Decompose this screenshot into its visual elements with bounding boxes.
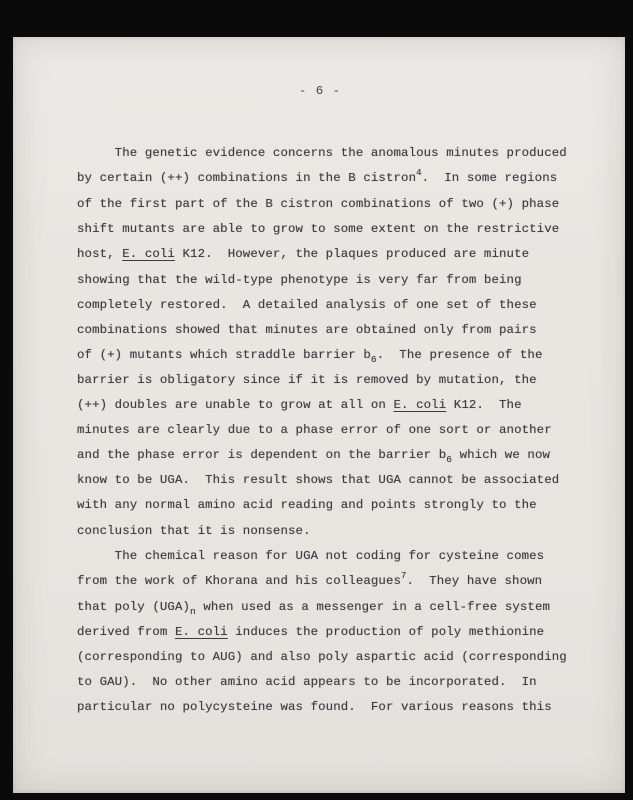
- text-line: showing that the wild-type phenotype is very far from being: [77, 272, 522, 287]
- text-line: know to be UGA. This result shows that UGA cannot be associated: [77, 473, 560, 488]
- text-line: particular no polycysteine was found. For various reasons this: [77, 700, 552, 715]
- text-line: completely restored. A detailed analysis of one set of these: [77, 297, 537, 312]
- text-line: from the work of Khorana and his colleagues$^7$. They have shown: [77, 570, 543, 588]
- text-line: and the phase error is dependent on the barrier $b_6$ which we now: [77, 448, 551, 466]
- page-number: - 6 -: [298, 84, 342, 98]
- text-line: (++) doubles are unable to grow at all on E. coli K12. The: [77, 398, 522, 413]
- text-line: with any normal amino acid reading and points strongly to the: [77, 498, 537, 513]
- text-line: The chemical reason for UGA not coding for cysteine comes: [77, 548, 545, 563]
- text-line: that poly $(UGA)_n$ when used as a messenger in a cell-free system: [77, 599, 551, 617]
- text-line: host, E. coli K12. However, the plaques produced are minute: [77, 247, 530, 262]
- text-line: combinations showed that minutes are obtained only from pairs: [77, 322, 537, 337]
- text-line: shift mutants are able to grow to some extent on the restrictive: [77, 222, 560, 237]
- page-body: [77, 141, 567, 720]
- page-content: [77, 37, 567, 720]
- text-line: (corresponding to AUG) and also poly aspartic acid (corresponding: [77, 649, 567, 664]
- text-line: barrier is obligatory since if it is removed by mutation, the: [77, 372, 537, 387]
- text-line: to GAU). No other amino acid appears to be incorporated. In: [77, 675, 537, 690]
- text-line: by certain (++) combinations in the B cistron$^4$. In some regions: [77, 168, 558, 186]
- text-line: The genetic evidence concerns the anomalous minutes produced: [77, 146, 567, 161]
- text-line: minutes are clearly due to a phase error of one sort or another: [77, 423, 552, 438]
- text-line: of (+) mutants which straddle barrier $b_6$. The presence of the: [77, 347, 543, 365]
- text-line: conclusion that it is nonsense.: [77, 523, 311, 538]
- paper-sheet: [13, 37, 625, 793]
- text-line: of the first part of the B cistron combinations of two (+) phase: [77, 197, 560, 212]
- text-line: derived from E. coli induces the production of poly methionine: [77, 624, 545, 639]
